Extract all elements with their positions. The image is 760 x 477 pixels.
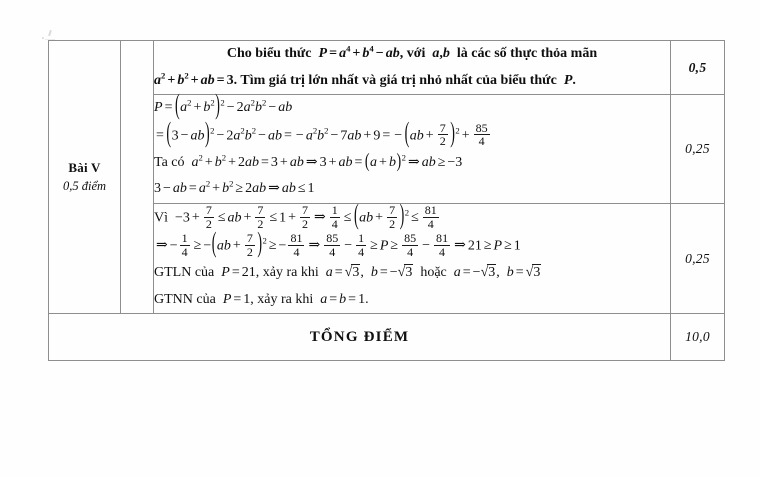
question-label-cell — [49, 41, 121, 314]
statement-cell — [154, 41, 671, 95]
text-vi: Vì — [154, 210, 168, 226]
derivation-cell — [154, 91, 671, 204]
text-la-cac-so-thuc: là các số thực thỏa mãn — [456, 46, 598, 61]
concl-line-3: GTLN của P = 21, xảy ra khi a = √3, b = −√3 hoặc a = −√3, b = √3 — [154, 264, 541, 280]
scan-artifact-speck — [42, 30, 56, 40]
total-label: TỔNG ĐIỂM — [49, 314, 671, 361]
statement-line-2: $a^2 + b^2$ + ab = 3. Tìm giá trị lớn nhất và giá trị nhỏ nhất của biểu thức P. — [154, 69, 576, 88]
deriv-line-4: 3 − ab = $a^2 + b^2 \ge 2ab$ ⇒ ab ≤ 1 — [154, 178, 315, 197]
total-points: 10,0 — [671, 314, 725, 361]
text-hoac: hoặc — [420, 264, 447, 280]
concl-line-2: ⇒ − $\frac{1}{4}$ ≥ −(ab + $\frac{7}{2}$ )$^2$ ≥ − $\frac{81}{4}$ ⇒ $\frac{85}{4}$ − $\frac{1}{4}$ ≥ P ≥ $\frac{85}{4}$ − $\frac{81}{4}$ ⇒ 21 ≥ P ≥ 1 — [156, 229, 521, 260]
text-xay-ra-khi-1: xảy ra khi — [262, 264, 319, 280]
concl-line-4: GTNN của P = 1, xảy ra khi a = b = 1. — [154, 291, 369, 307]
text-tim-gia-tri: Tìm giá trị lớn nhất và giá trị nhỏ nhất của biểu thức — [240, 72, 557, 88]
deriv-line-3: Ta có $a^2 + b^2 + 2ab = 3$ + ab ⇒ 3 + ab = $(a + b)^2$ ⇒ ab ≥ −3 — [154, 150, 463, 173]
text-gtln-cua: GTLN của — [154, 264, 215, 280]
text-cho-bieu-thuc: Cho biểu thức — [226, 46, 312, 61]
text-xay-ra-khi-2: xảy ra khi — [257, 291, 314, 307]
table-row — [49, 41, 725, 95]
deriv-line-1: $P = (a^2 + b^2)^2 - 2a^2b^2$ − ab — [154, 91, 293, 122]
statement-line-1: Cho biểu thức $P = a^4 + b^4$ − ab, với a,b là các số thực thỏa mãn — [226, 43, 598, 61]
text-gtnn-cua: GTNN của — [154, 291, 216, 307]
grading-rubric-table — [48, 40, 725, 361]
points-cell-2: 0,25 — [671, 95, 725, 204]
question-number: Bài V — [68, 159, 101, 175]
conclusion-cell — [154, 203, 671, 313]
total-row — [49, 314, 725, 361]
concl-line-1: Vì −3 + $\frac{7}{2}$ ≤ ab + $\frac{7}{2}$ ≤ 1 + $\frac{7}{2}$ ⇒ $\frac{1}{4}$ ≤ (ab + $\frac{7}{2}$ )$^2$ ≤ $\frac{81}{4}$ — [154, 201, 437, 232]
points-cell-1: 0,5 — [671, 41, 725, 95]
text-voi: với — [406, 46, 426, 61]
points-cell-3: 0,25 — [671, 203, 725, 313]
spacer-column — [121, 41, 154, 314]
text-ta-co: Ta có — [154, 154, 185, 170]
deriv-line-2: = $(3 - ab)^2 - 2a^2b^2$ − ab = − $a^2b^2 - 7ab + 9$ = − (ab + $\frac{7}{2}$ )$^2$ + $\frac{85}{4}$ — [156, 119, 488, 150]
question-points: 0,5 điểm — [62, 179, 107, 194]
